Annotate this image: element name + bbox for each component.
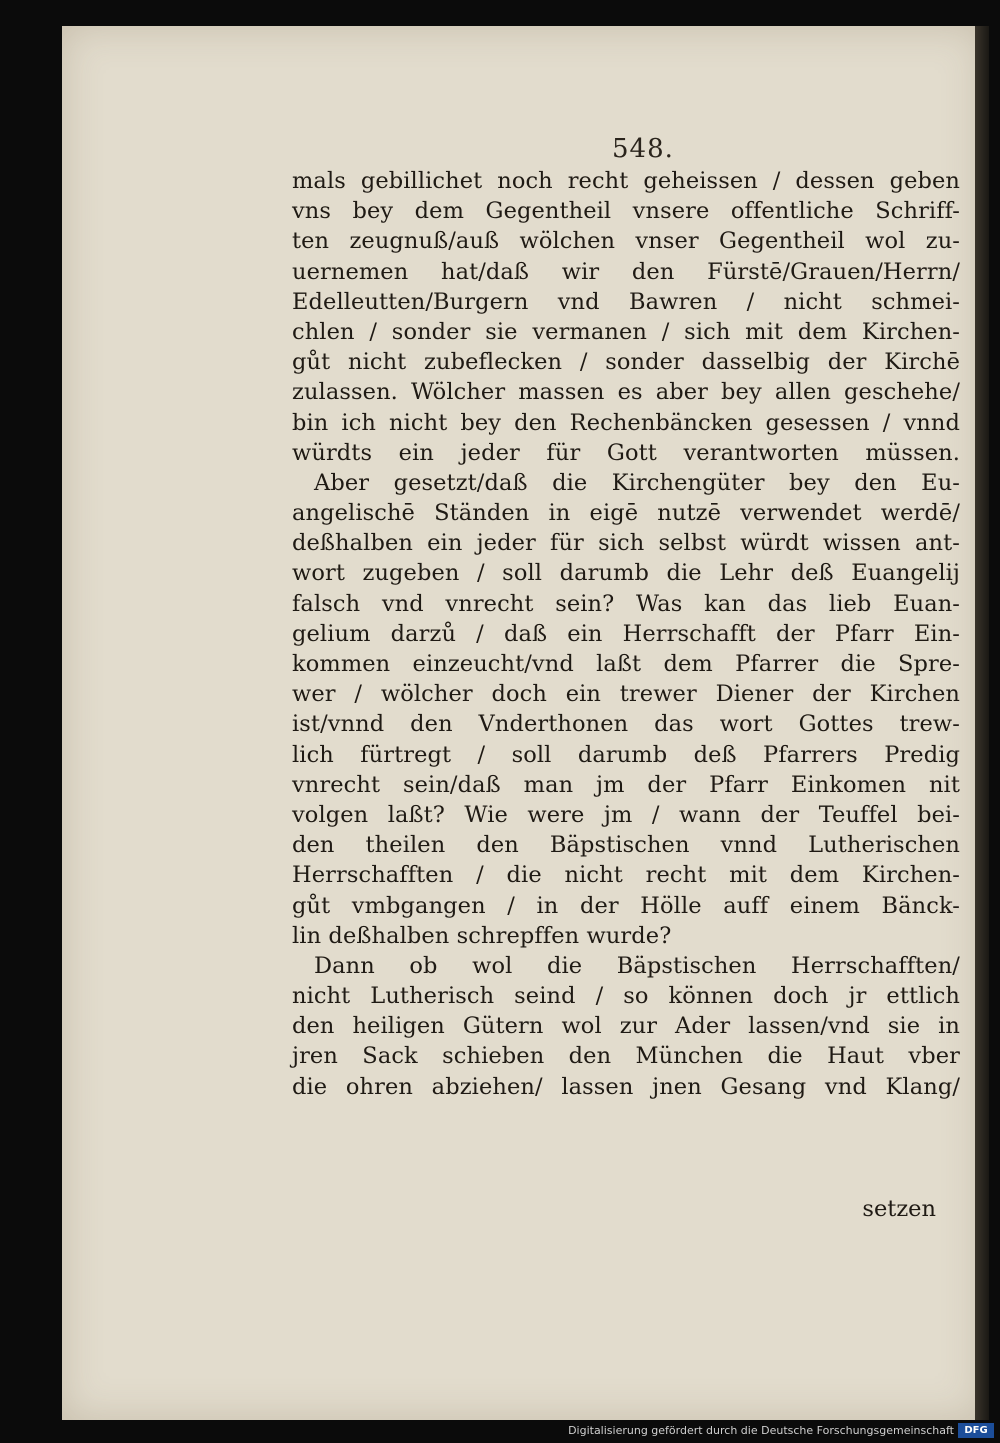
text-line: chlen / sonder sie vermanen / sich mit dem Kirchen- [292, 318, 960, 345]
text-line: gůt nicht zubeflecken / sonder dasselbig der Kirchē [292, 349, 960, 376]
text-line: falsch vnd vnrecht sein? Was kan das lieb Euan- [292, 590, 960, 617]
text-line: ist/vnnd den Vnderthonen das wort Gottes trew- [292, 711, 960, 738]
text-line: mals gebillichet noch recht geheissen / dessen geben [292, 168, 960, 194]
text-line: würdts ein jeder für Gott verantworten müssen. [292, 439, 960, 466]
text-line: kommen einzeucht/vnd laßt dem Pfarrer die Spre- [292, 651, 960, 677]
text-line: wer / wölcher doch ein trewer Diener der Kirchen [292, 681, 960, 708]
funding-notice: Digitalisierung gefördert durch die Deutsche Forschungsgemeinschaft [568, 1424, 954, 1437]
text-line: gelium darzů / daß ein Herrschafft der Pfarr Ein- [292, 620, 960, 647]
text-line: angelischē Ständen in eigē nutzē verwendet werdē/ [292, 500, 960, 527]
text-line: lich fürtregt / soll darumb deß Pfarrers Predig [292, 741, 960, 768]
text-line: zulassen. Wölcher massen es aber bey allen geschehe/ [292, 379, 960, 406]
text-line: vns bey dem Gegentheil vnsere offentliche Schriff- [292, 198, 960, 225]
text-line: bin ich nicht bey den Rechenbäncken gesessen / vnnd [292, 409, 960, 436]
text-line: den heiligen Gütern wol zur Ader lassen/vnd sie in [292, 1013, 960, 1040]
page-number: 548. [612, 134, 674, 164]
text-line: vnrecht sein/daß man jm der Pfarr Einkomen nit [292, 771, 960, 798]
text-line: ten zeugnuß/auß wölchen vnser Gegentheil wol zu- [292, 228, 960, 255]
text-line: lin deßhalben schrepffen wurde? [292, 922, 672, 949]
text-line: Aber gesetzt/daß die Kirchengüter bey den Eu- [314, 469, 960, 496]
page-edge-shadow [975, 26, 989, 1420]
text-line: gůt vmbgangen / in der Hölle auff einem Bänck- [292, 892, 960, 919]
dfg-logo: DFG [958, 1423, 994, 1438]
text-line: jren Sack schieben den München die Haut vber [292, 1043, 960, 1070]
text-line: volgen laßt? Wie were jm / wann der Teuffel bei- [292, 801, 960, 828]
text-line: die ohren abziehen/ lassen jnen Gesang vnd Klang/ [292, 1073, 960, 1100]
text-line: den theilen den Bäpstischen vnnd Lutherischen [292, 832, 960, 859]
digitization-footer [0, 1420, 1000, 1443]
text-line: Edelleutten/Burgern vnd Bawren / nicht schmei- [292, 288, 960, 315]
catchword: setzen [862, 1196, 936, 1222]
text-line: uernemen hat/daß wir den Fürstē/Grauen/Herrn/ [292, 258, 960, 285]
text-line: wort zugeben / soll darumb die Lehr deß Euangelij [292, 560, 960, 587]
text-line: deßhalben ein jeder für sich selbst würdt wissen ant- [292, 530, 960, 557]
text-line: Dann ob wol die Bäpstischen Herrschafften/ [314, 952, 960, 979]
text-line: Herrschafften / die nicht recht mit dem Kirchen- [292, 862, 960, 889]
text-line: nicht Lutherisch seind / so können doch jr ettlich [292, 983, 960, 1010]
page-body-text [292, 166, 960, 1102]
